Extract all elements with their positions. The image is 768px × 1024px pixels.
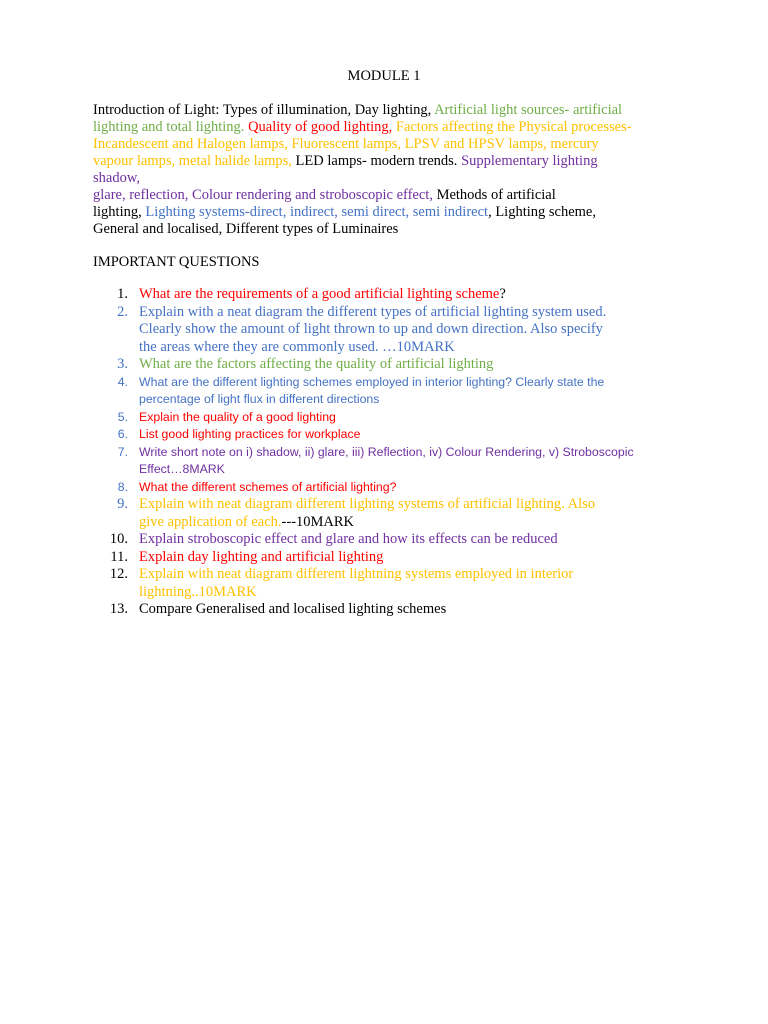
syllabus-line: [93, 153, 683, 170]
question-number: 1.: [117, 286, 128, 302]
text-segment: Artificial light sources- artificial: [434, 102, 623, 118]
text-segment: the areas where they are commonly used. …10MARK: [139, 338, 455, 355]
question-number: 8.: [117, 479, 128, 494]
question-text-line: [139, 531, 659, 549]
question-text-line: [139, 304, 659, 322]
question-item: [0, 566, 659, 601]
module-syllabus-paragraph: [93, 102, 683, 238]
question-item: [0, 444, 659, 479]
question-item: [0, 479, 659, 497]
question-text-line: [139, 479, 659, 497]
question-text-line: [139, 566, 659, 584]
syllabus-line: [93, 136, 683, 153]
question-text-line: [139, 601, 659, 619]
question-text-line: [139, 286, 659, 304]
question-item: [0, 496, 659, 531]
text-segment: Explain with a neat diagram the different types of artificial lighting system used.: [139, 303, 607, 320]
text-segment: Supplementary lighting: [461, 153, 598, 169]
text-segment: shadow,: [93, 170, 140, 186]
question-text-line: [139, 356, 659, 374]
question-text-line: [139, 321, 659, 339]
text-segment: percentage of light flux in different directions: [139, 392, 380, 406]
text-segment: , Lighting scheme,: [488, 204, 596, 220]
text-segment: What are the different lighting schemes employed in interior lighting? Clearly state the: [139, 374, 605, 389]
text-segment: lightning..10MARK: [139, 583, 257, 600]
text-segment: Clearly show the amount of light thrown to up and down direction. Also specify: [139, 321, 603, 337]
text-segment: glare, reflection, Colour rendering and stroboscopic effect,: [93, 187, 437, 203]
text-segment: What are the factors affecting the quality of artificial lighting: [139, 356, 494, 372]
text-segment: lighting,: [93, 204, 146, 220]
question-text-line: [139, 584, 659, 602]
text-segment: Compare Generalised and localised lighting schemes: [139, 601, 447, 617]
question-text-line: [139, 514, 659, 532]
text-segment: Explain with neat diagram different lightning systems employed in interior: [139, 566, 574, 582]
question-item: [0, 286, 659, 304]
important-questions-heading: IMPORTANT QUESTIONS: [93, 254, 260, 270]
module-title: MODULE 1: [347, 68, 421, 84]
syllabus-line: [93, 119, 683, 136]
text-segment: give application of each.: [139, 513, 282, 530]
questions-list: [0, 286, 768, 619]
text-segment: General and localised, Different types of Luminaires: [93, 221, 399, 237]
text-segment: Effect…8MARK: [139, 462, 225, 476]
question-number: 3.: [117, 356, 128, 372]
question-number: 12.: [109, 566, 128, 582]
text-segment: vapour lamps, metal halide lamps,: [93, 153, 296, 169]
question-item: [0, 356, 659, 374]
question-text-line: [139, 444, 659, 462]
question-number: 11.: [110, 548, 128, 565]
question-item: [0, 549, 659, 567]
question-item: [0, 374, 659, 409]
text-segment: LED lamps- modern trends.: [295, 153, 462, 169]
syllabus-line: [93, 204, 683, 221]
question-number: 7.: [117, 444, 128, 459]
question-text-line: [139, 339, 659, 357]
question-number: 9.: [117, 496, 128, 512]
question-text-line: [139, 409, 659, 427]
text-segment: Explain day lighting and artificial lighting: [139, 548, 384, 565]
question-text-line: [139, 461, 659, 479]
question-text-line: [139, 549, 659, 567]
question-text-line: [139, 391, 659, 409]
text-segment: What are the requirements of a good artificial lighting scheme: [139, 286, 500, 302]
question-item: [0, 601, 659, 619]
syllabus-line: [93, 102, 683, 119]
question-item: [0, 304, 659, 357]
question-text-line: [139, 496, 659, 514]
text-segment: What the different schemes of artificial lighting?: [139, 479, 397, 494]
text-segment: Lighting systems-direct, indirect, semi direct, semi indirect: [145, 204, 489, 220]
text-segment: Incandescent and Halogen lamps, Fluorescent lamps, LPSV and HPSV lamps, mercury: [93, 136, 599, 152]
text-segment: Factors affecting the Physical processes-: [395, 119, 632, 135]
question-number: 4.: [117, 374, 128, 389]
question-number: 13.: [109, 601, 128, 617]
question-item: [0, 409, 659, 427]
question-number: 10.: [109, 531, 128, 547]
text-segment: Quality of good lighting,: [248, 119, 396, 135]
text-segment: Write short note on i) shadow, ii) glare, iii) Reflection, iv) Colour Rendering, v) Stroboscopic: [139, 444, 634, 459]
syllabus-line: [93, 221, 683, 238]
text-segment: Methods of artificial: [436, 187, 556, 203]
syllabus-line: [93, 170, 683, 187]
text-segment: Explain stroboscopic effect and glare and how its effects can be reduced: [139, 531, 558, 547]
question-text-line: [139, 374, 659, 392]
question-item: [0, 531, 659, 549]
text-segment: lighting and total lighting.: [93, 119, 249, 135]
text-segment: ---10MARK: [281, 513, 355, 530]
text-segment: ?: [499, 286, 506, 302]
question-number: 2.: [117, 303, 128, 320]
text-segment: Explain the quality of a good lighting: [139, 409, 336, 424]
text-segment: List good lighting practices for workplace: [139, 427, 361, 441]
syllabus-line: [93, 187, 683, 204]
question-number: 5.: [117, 409, 128, 424]
text-segment: Introduction of Light: Types of illumination, Day lighting,: [93, 102, 435, 118]
text-segment: Explain with neat diagram different lighting systems of artificial lighting. Also: [139, 496, 595, 512]
question-number: 6.: [117, 427, 128, 441]
question-item: [0, 426, 659, 444]
question-text-line: [139, 426, 659, 444]
